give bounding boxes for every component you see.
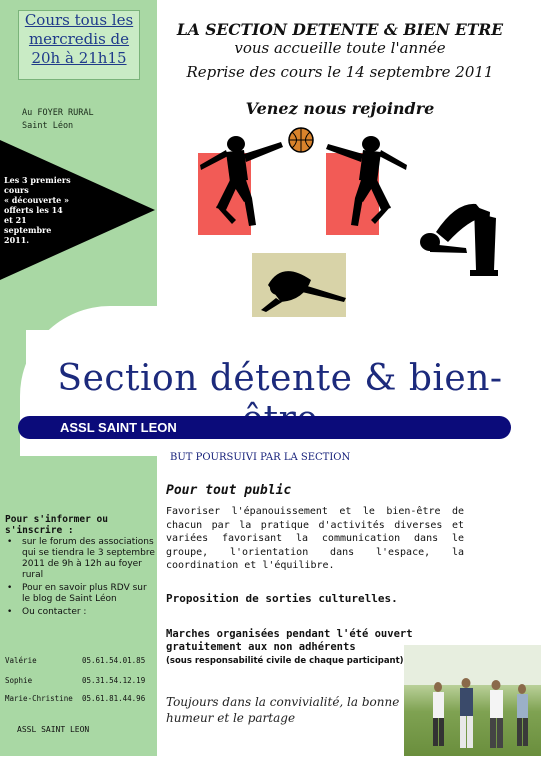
offer-text bbox=[4, 175, 82, 245]
goal-heading: BUT POURSUIVI PAR LA SECTION bbox=[170, 452, 351, 463]
course-schedule-line: mercredis de bbox=[28, 30, 130, 48]
course-schedule-line: 20h à 21h15 bbox=[31, 49, 127, 67]
location-line: Au FOYER RURAL bbox=[22, 108, 94, 118]
ball-icon bbox=[289, 128, 313, 152]
stretching-figure-icon bbox=[420, 204, 498, 276]
list-item-text: sur le forum des associations qui se tiendra le 3 septembre 2011 de 9h à 12h au foyer rural bbox=[22, 537, 155, 580]
exercise-illustration bbox=[186, 120, 526, 320]
header-restart-date: Reprise des cours le 14 septembre 2011 bbox=[186, 63, 494, 81]
offer-line: cours bbox=[4, 185, 29, 195]
cultural-outings-text: Proposition de sorties culturelles. bbox=[166, 592, 398, 605]
contact-phone: 05.61.81.44.96 bbox=[82, 694, 146, 703]
hiker-icon bbox=[460, 678, 473, 748]
hiker-icon bbox=[490, 680, 503, 748]
list-item-text: Pour en savoir plus RDV sur le blog de Saint Léon bbox=[22, 583, 147, 604]
list-item bbox=[5, 583, 155, 605]
header-subtitle: vous accueille toute l'année bbox=[234, 39, 446, 57]
header-title: LA SECTION DETENTE & BIEN ETRE bbox=[176, 20, 504, 39]
association-band-label: ASSL SAINT LEON bbox=[60, 420, 177, 435]
crouching-figure-icon bbox=[261, 271, 346, 312]
list-item bbox=[5, 607, 155, 618]
dancer-left-icon bbox=[200, 136, 283, 226]
offer-line: et 21 bbox=[4, 215, 27, 225]
offer-line: septembre bbox=[4, 225, 52, 235]
closing-motto: Toujours dans la convivialité, la bonne humeur et le partage bbox=[166, 695, 400, 725]
info-title: Pour s'informer ou s'inscrire : bbox=[5, 514, 108, 536]
offer-line: offerts les 14 bbox=[4, 205, 63, 215]
offer-line: « découverte » bbox=[4, 195, 70, 205]
dancer-right-icon bbox=[326, 136, 407, 226]
bullet-icon: • bbox=[7, 537, 13, 547]
contact-name: Marie-Christine bbox=[5, 694, 73, 703]
course-schedule-line: Cours tous les bbox=[24, 11, 134, 29]
location-line: Saint Léon bbox=[22, 121, 74, 131]
offer-line: Les 3 premiers bbox=[4, 175, 71, 185]
list-item bbox=[5, 537, 155, 581]
public-title: Pour tout public bbox=[166, 483, 292, 498]
location-text bbox=[22, 107, 142, 133]
hikers-photo bbox=[404, 645, 541, 756]
offer-line: 2011. bbox=[4, 235, 30, 245]
course-schedule-box bbox=[18, 10, 140, 80]
bullet-icon: • bbox=[7, 583, 13, 593]
contact-name: Sophie bbox=[5, 676, 33, 685]
bullet-icon: • bbox=[7, 607, 13, 617]
contact-phone: 05.61.54.01.85 bbox=[82, 656, 146, 665]
info-list bbox=[5, 537, 155, 620]
liability-note: (sous responsabilité civile de chaque participant) bbox=[166, 656, 404, 666]
header-call-to-action: Venez nous rejoindre bbox=[245, 99, 435, 118]
walks-text: Marches organisées pendant l'été ouvert gratuitement aux non adhérents bbox=[166, 628, 413, 653]
main-title: Section détente & bien- bbox=[57, 358, 503, 399]
contact-name: Valérie bbox=[5, 656, 37, 665]
contact-phone: 05.31.54.12.19 bbox=[82, 676, 146, 685]
hiker-icon bbox=[517, 684, 528, 746]
public-description: Favoriser l'épanouissement et le bien-être de chacun par la pratique d'activités diverses et variées favorisant la communication dans le groupe, l'orientation dans l'espace, la coordination et l'équilibre. bbox=[166, 506, 464, 571]
footer-association: ASSL SAINT LEON bbox=[17, 725, 90, 734]
list-item-text: Ou contacter : bbox=[22, 607, 87, 617]
hiker-icon bbox=[433, 682, 444, 746]
